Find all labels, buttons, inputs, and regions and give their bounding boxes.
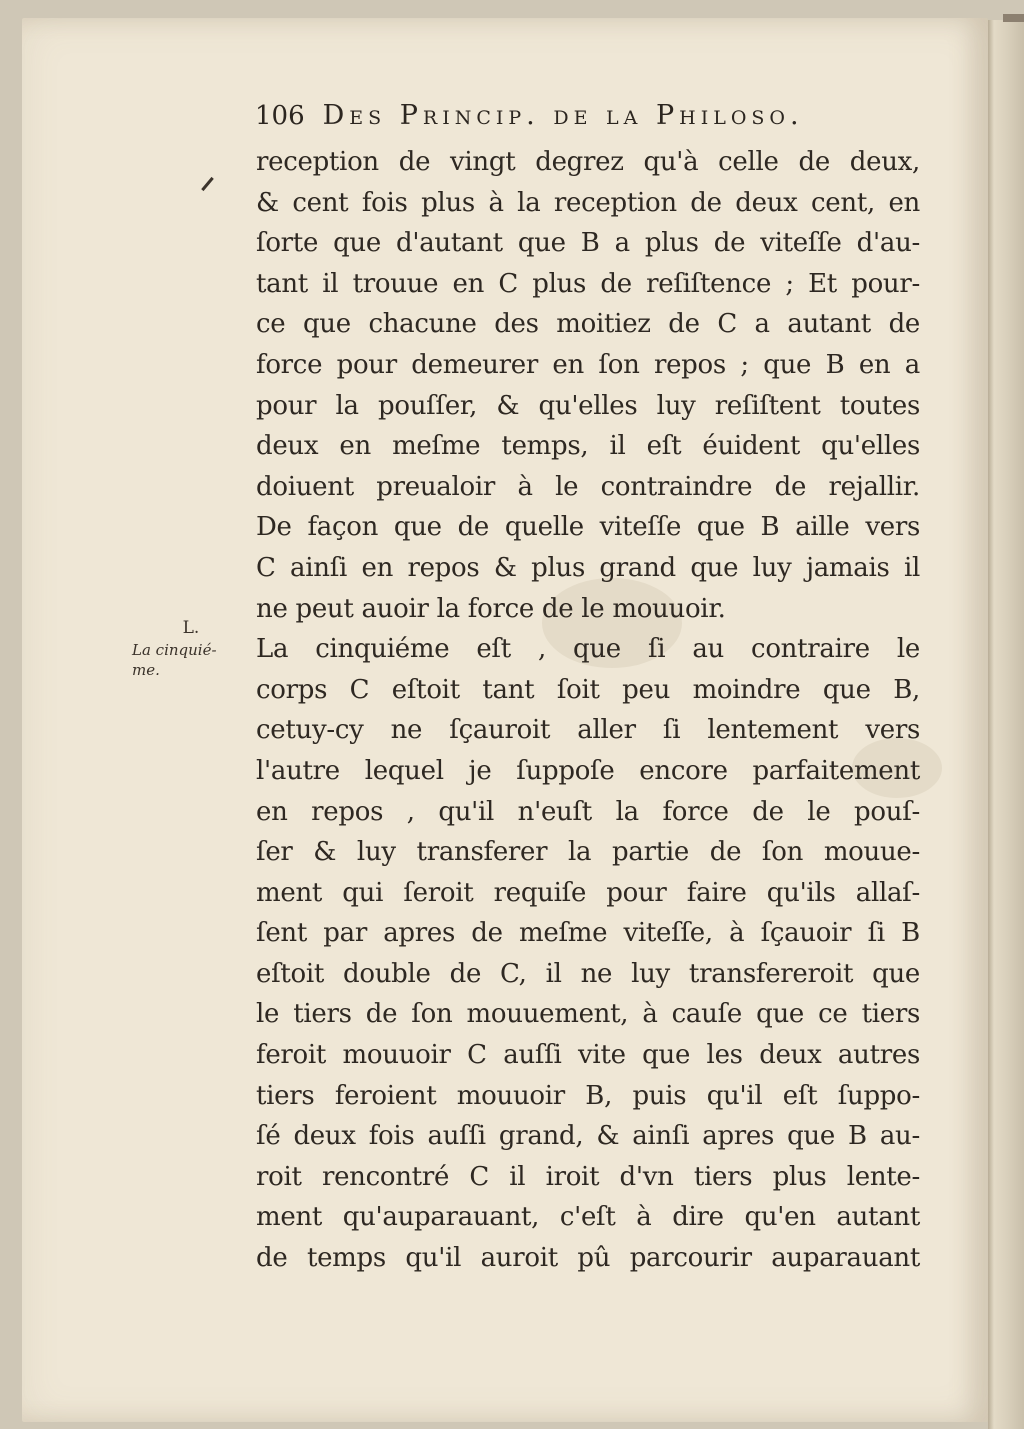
text-line: De façon que de quelle viteſſe que B aille vers [256,512,920,543]
text-line: ſé deux fois auſſi grand, & ainſi apres que B au- [256,1121,920,1152]
text-line: en repos , qu'il n'euſt la force de le pouſ- [256,796,920,827]
page-number: 106 [255,101,305,131]
text-line: ment qui ſeroit requiſe pour faire qu'ils allaſ- [256,877,920,908]
text-line: cetuy-cy ne ſçauroit aller ſi lentement vers [256,715,920,746]
text-line: ce que chacune des moitiez de C a autant de [256,309,920,340]
text-line: de temps qu'il auroit pû parcourir auparauant [256,1243,920,1274]
text-line: reception de vingt degrez qu'à celle de deux, [256,147,920,177]
running-title: Des Princip. de la Philoso. [322,100,804,131]
text-line: pour la pouſſer, & qu'elles luy reſiſtent toutes [256,390,920,421]
text-line: roit rencontré C il iroit d'vn tiers plus lente- [256,1161,920,1192]
text-line: feroit mouuoir C auſſi vite que les deux autres [256,1040,920,1071]
text-line: le tiers de ſon mouuement, à cauſe que ce tiers [256,999,920,1030]
text-line: La cinquiéme eſt , que ſi au contraire le [256,634,920,665]
margin-note-number: L. [182,618,200,638]
text-line: ſorte que d'autant que B a plus de viteſſe d'au- [256,228,920,259]
text-line: tiers feroient mouuoir B, puis qu'il eſt ſuppo- [256,1080,920,1111]
text-line: ſer & luy transferer la partie de ſon mouue- [256,837,920,868]
text-line: l'autre lequel je ſuppoſe encore parfaitement [256,755,920,786]
next-page-edge [988,20,1024,1429]
text-line: ſent par apres de meſme viteſſe, à ſçauoir ſi B [256,918,920,949]
text-line: corps C eſtoit tant ſoit peu moindre que B, [256,674,920,705]
text-line: force pour demeurer en ſon repos ; que B en a [256,349,920,380]
text-line: & cent fois plus à la reception de deux cent, en [256,187,920,218]
running-head [255,100,935,144]
margin-note [132,618,242,680]
body-text [256,142,920,1279]
text-line: doiuent preualoir à le contraindre de rejallir. [256,471,920,502]
text-line: C ainſi en repos & plus grand que luy jamais il [256,552,920,583]
text-line: ne peut auoir la force de le mouuoir. [256,593,726,624]
page-edge-mark [1003,14,1024,22]
text-line: eſtoit double de C, il ne luy transfereroit que [256,958,920,989]
text-line: deux en meſme temps, il eſt éuident qu'elles [256,431,920,462]
text-line: tant il trouue en C plus de reſiſtence ; Et pour- [256,268,920,299]
text-line: ment qu'auparauant, c'eſt à dire qu'en autant [256,1202,920,1233]
margin-note-text: La cinquié- me. [132,641,217,679]
